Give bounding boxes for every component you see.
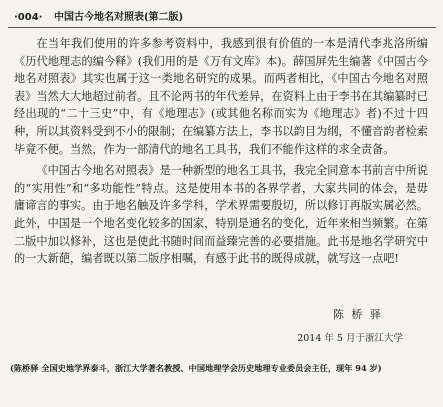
- preface-body: [14, 35, 428, 268]
- signature-date: 2014 年 5 月于浙江大学: [297, 333, 403, 344]
- header-rule: [8, 27, 436, 28]
- paragraph-2: 《中国古今地名对照表》是一种新型的地名工具书，我完全同意本书前言中所说的“实用性”和“多功能性”特点。这是使用本书的各界学者，大家共同的体会，是毋庸谛言的事实。由于地名触及许多学科，学术界需要殷切，所以修订再版实属必然。此外，中国是一个地名变化较多的国家，特别是通名的变化，近年来相当频繁。在第二版中加以修补，这也是使此书随时间而益臻完善的必要措施。此书是地名学研究中的一大新葩，编者既以第二版序相嘱，有感于此书的既得成就，就写这一点吧!: [14, 164, 428, 266]
- paragraph-1: 在当年我们使用的许多参考资料中，我感到很有价值的一本是清代李兆洛所编《历代地理志的编今释》(我们用的是《万有文库》本)。薛国屏先生编著《中国古今地名对照表》其实也属于这一类地名研究的成果。而两者相比，《中国古今地名对照表》当然大大地超过前者。且不论两书的年代差异，在资料上由于李书在其编纂时已经出现的“二十三史”中，有《地理志》(或其他名称而实为《地理志》者)不过十四种，所以其资料受到不小的限制；在编纂方法上，李书以韵目为纲，不懂音韵者检索毕竟不便。当然，作为一部清代的地名工具书，我们不能作这样的求全责备。: [14, 37, 428, 156]
- author-footnote: (陈桥驿 全国史地学界泰斗，浙江大学著名教授、中国地理学会历史地理专业委员会主任，现年 94 岁): [10, 363, 382, 373]
- page-number: ·004·: [14, 12, 43, 23]
- author-signature: 陈 桥 驿: [333, 308, 383, 321]
- book-title: 中国古今地名对照表(第二版): [53, 12, 184, 23]
- running-header: [14, 8, 429, 23]
